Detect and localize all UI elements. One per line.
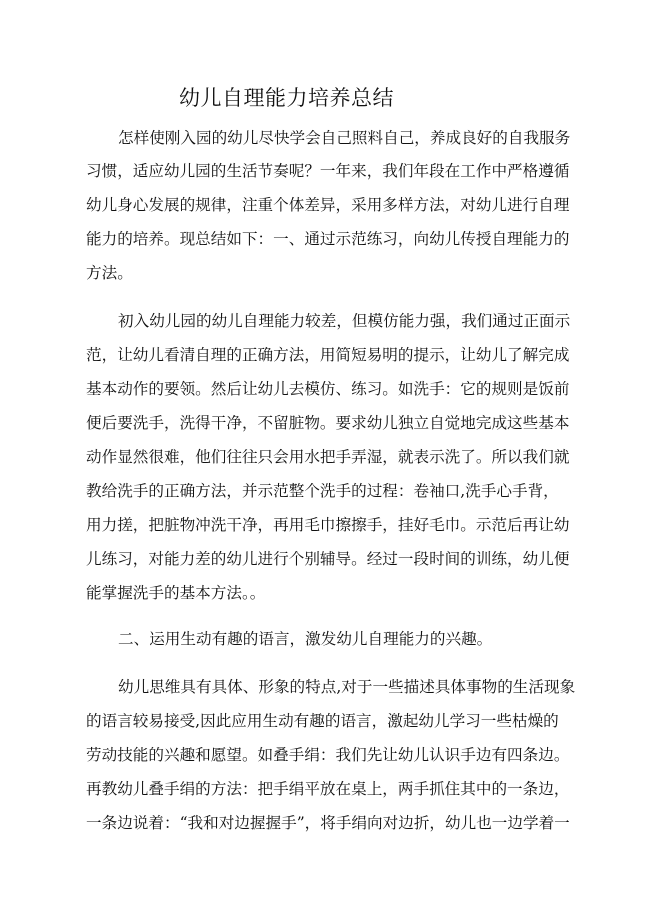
paragraph-line: 劳动技能的兴趣和愿望。如叠手绢：我们先让幼儿认识手边有四条边。 bbox=[86, 746, 570, 764]
paragraph-line: 教给洗手的正确方法，并示范整个洗手的过程：卷袖口,洗手心手背， bbox=[86, 482, 559, 500]
paragraph-line: 一条边说着：“我和对边握握手”，将手绢向对边折，幼儿也一边学着一 bbox=[86, 814, 570, 832]
paragraph-line: 再教幼儿叠手绢的方法：把手绢平放在桌上，两手抓住其中的一条边， bbox=[86, 780, 570, 798]
paragraph-line: 能力的培养。现总结如下：一、通过示范练习，向幼儿传授自理能力的 bbox=[86, 230, 570, 248]
paragraph-line: 儿练习，对能力差的幼儿进行个别辅导。经过一段时间的训练，幼儿便 bbox=[86, 550, 570, 568]
paragraph-line: 用力搓，把脏物冲洗干净，再用毛巾擦擦手，挂好毛巾。示范后再让幼 bbox=[86, 516, 570, 534]
paragraph-line: 习惯，适应幼儿园的生活节奏呢？一年来，我们年段在工作中严格遵循 bbox=[86, 162, 570, 180]
document-title: 幼儿自理能力培养总结 bbox=[179, 86, 394, 110]
section-heading-2: 二、运用生动有趣的语言，激发幼儿自理能力的兴趣。 bbox=[118, 630, 493, 648]
paragraph-line: 的语言较易接受,因此应用生动有趣的语言，激起幼儿学习一些枯燥的 bbox=[86, 712, 559, 730]
paragraph-line: 方法。 bbox=[86, 264, 133, 282]
paragraph-line: 动作显然很难，他们往往只会用水把手弄湿，就表示洗了。所以我们就 bbox=[86, 448, 570, 466]
paragraph-line: 能掌握洗手的基本方法。。 bbox=[86, 584, 266, 602]
paragraph-line: 初入幼儿园的幼儿自理能力较差，但模仿能力强，我们通过正面示 bbox=[118, 312, 571, 330]
paragraph-line: 范，让幼儿看清自理的正确方法，用简短易明的提示，让幼儿了解完成 bbox=[86, 346, 570, 364]
paragraph-line: 怎样使刚入园的幼儿尽快学会自己照料自己，养成良好的自我服务 bbox=[118, 129, 571, 147]
paragraph-line: 基本动作的要领。然后让幼儿去模仿、练习。如洗手：它的规则是饭前 bbox=[86, 380, 570, 398]
paragraph-line: 幼儿身心发展的规律，注重个体差异，采用多样方法，对幼儿进行自理 bbox=[86, 196, 570, 214]
paragraph-line: 便后要洗手，洗得干净，不留脏物。要求幼儿独立自觉地完成这些基本 bbox=[86, 414, 570, 432]
paragraph-line: 幼儿思维具有具体、形象的特点,对于一些描述具体事物的生活现象 bbox=[118, 678, 576, 696]
